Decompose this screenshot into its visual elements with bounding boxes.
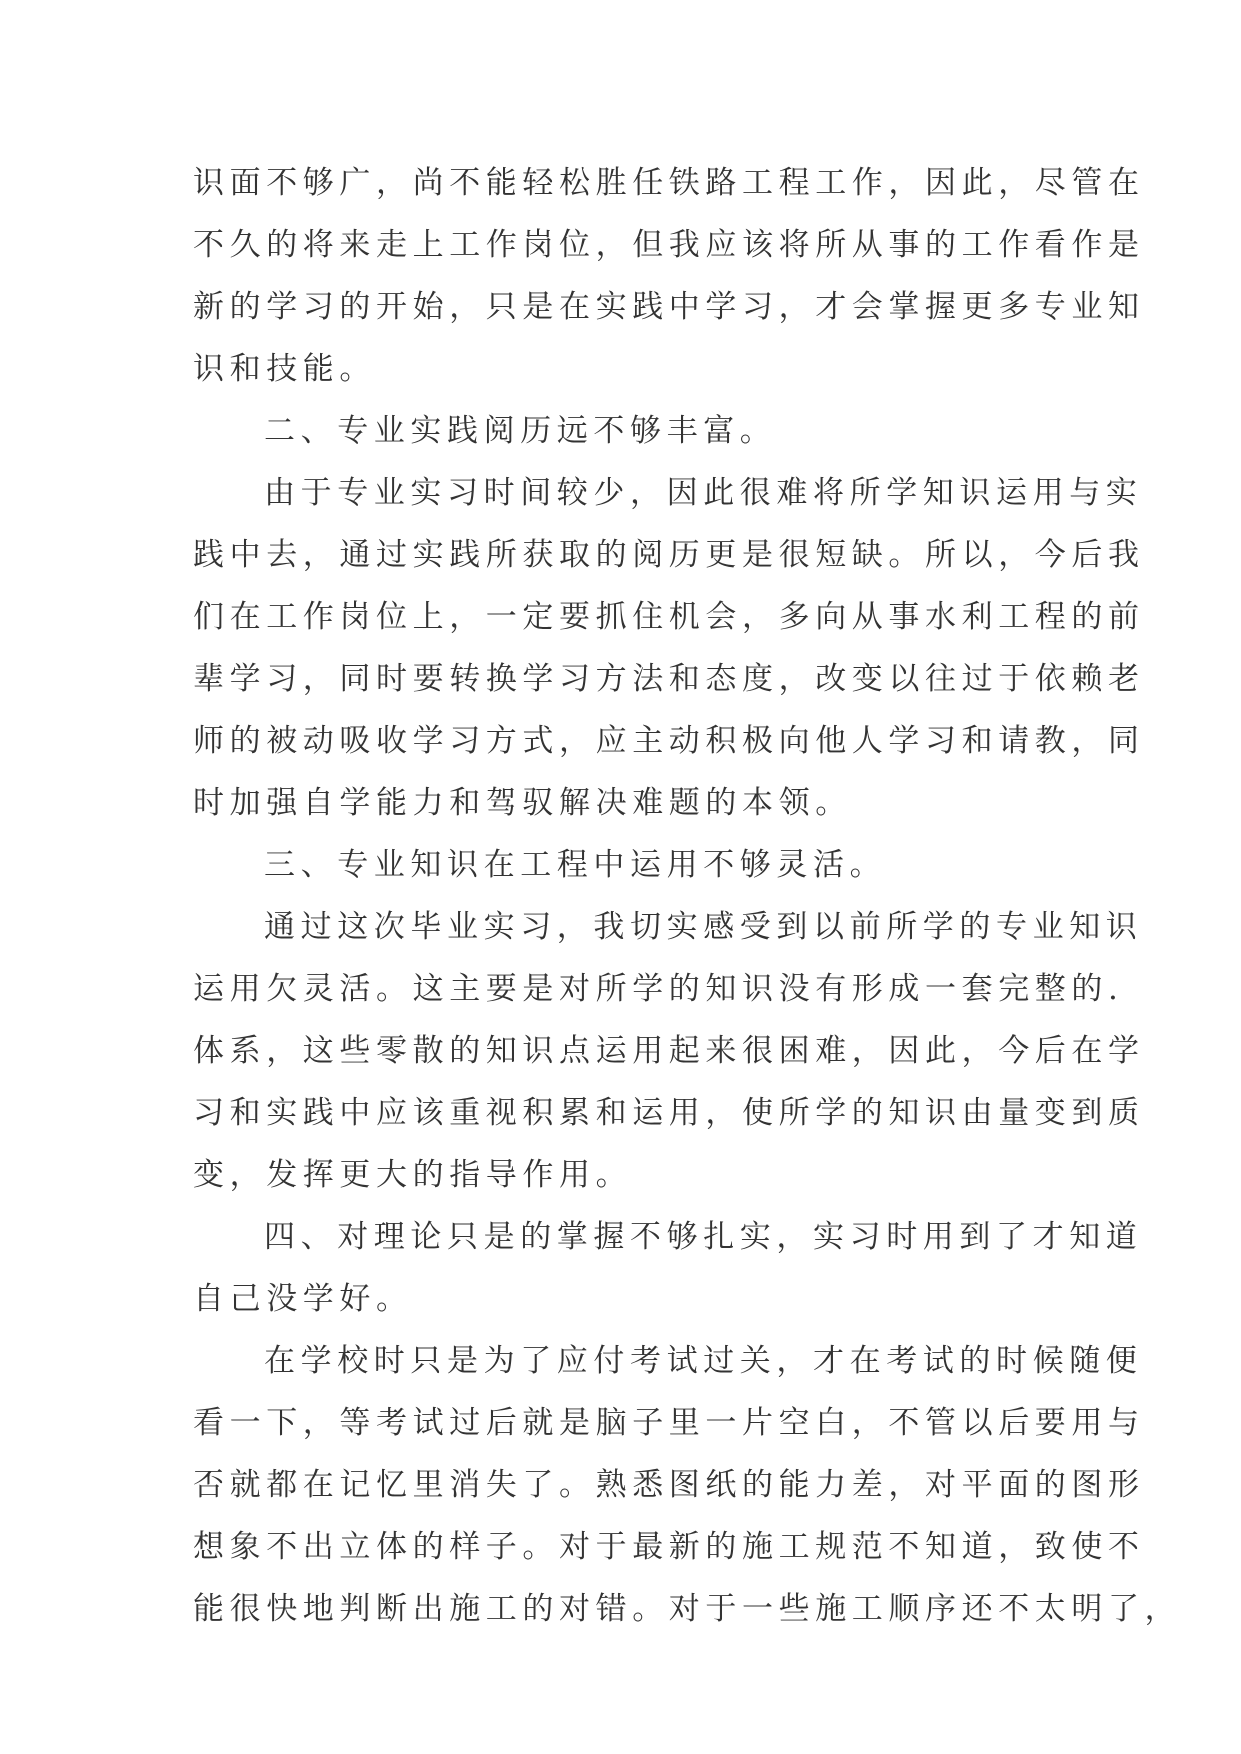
text-line: 能很快地判断出施工的对错。对于一些施工顺序还不太明了， xyxy=(193,1591,1182,1627)
text-line: 二、专业实践阅历远不够丰富。 xyxy=(264,413,777,449)
text-line: 四、对理论只是的掌握不够扎实，实习时用到了才知道 xyxy=(264,1219,1143,1255)
text-line: 运用欠灵活。这主要是对所学的知识没有形成一套完整的. xyxy=(193,971,1124,1007)
text-line: 在学校时只是为了应付考试过关，才在考试的时候随便 xyxy=(264,1343,1143,1379)
text-line: 识和技能。 xyxy=(193,351,376,387)
text-line: 看一下，等考试过后就是脑子里一片空白，不管以后要用与 xyxy=(193,1405,1145,1441)
text-line: 否就都在记忆里消失了。熟悉图纸的能力差，对平面的图形 xyxy=(193,1467,1145,1503)
text-line: 通过这次毕业实习，我切实感受到以前所学的专业知识 xyxy=(264,909,1143,945)
text-line: 习和实践中应该重视积累和运用，使所学的知识由量变到质 xyxy=(193,1095,1145,1131)
text-line: 三、专业知识在工程中运用不够灵活。 xyxy=(264,847,887,883)
text-line: 时加强自学能力和驾驭解决难题的本领。 xyxy=(193,785,852,821)
text-line: 想象不出立体的样子。对于最新的施工规范不知道，致使不 xyxy=(193,1529,1145,1565)
text-line: 新的学习的开始，只是在实践中学习，才会掌握更多专业知 xyxy=(193,289,1145,325)
text-line: 变，发挥更大的指导作用。 xyxy=(193,1157,633,1193)
text-line: 不久的将来走上工作岗位，但我应该将所从事的工作看作是 xyxy=(193,227,1145,263)
document-body xyxy=(193,152,1182,1640)
text-line: 辈学习，同时要转换学习方法和态度，改变以往过于依赖老 xyxy=(193,661,1145,697)
text-line: 由于专业实习时间较少，因此很难将所学知识运用与实 xyxy=(264,475,1143,511)
text-line: 师的被动吸收学习方式，应主动积极向他人学习和请教，同 xyxy=(193,723,1145,759)
text-line: 识面不够广，尚不能轻松胜任铁路工程工作，因此，尽管在 xyxy=(193,165,1145,201)
text-line: 体系，这些零散的知识点运用起来很困难，因此，今后在学 xyxy=(193,1033,1145,1069)
text-line: 们在工作岗位上，一定要抓住机会，多向从事水利工程的前 xyxy=(193,599,1145,635)
text-line: 自己没学好。 xyxy=(193,1281,413,1317)
text-line: 践中去，通过实践所获取的阅历更是很短缺。所以，今后我 xyxy=(193,537,1145,573)
